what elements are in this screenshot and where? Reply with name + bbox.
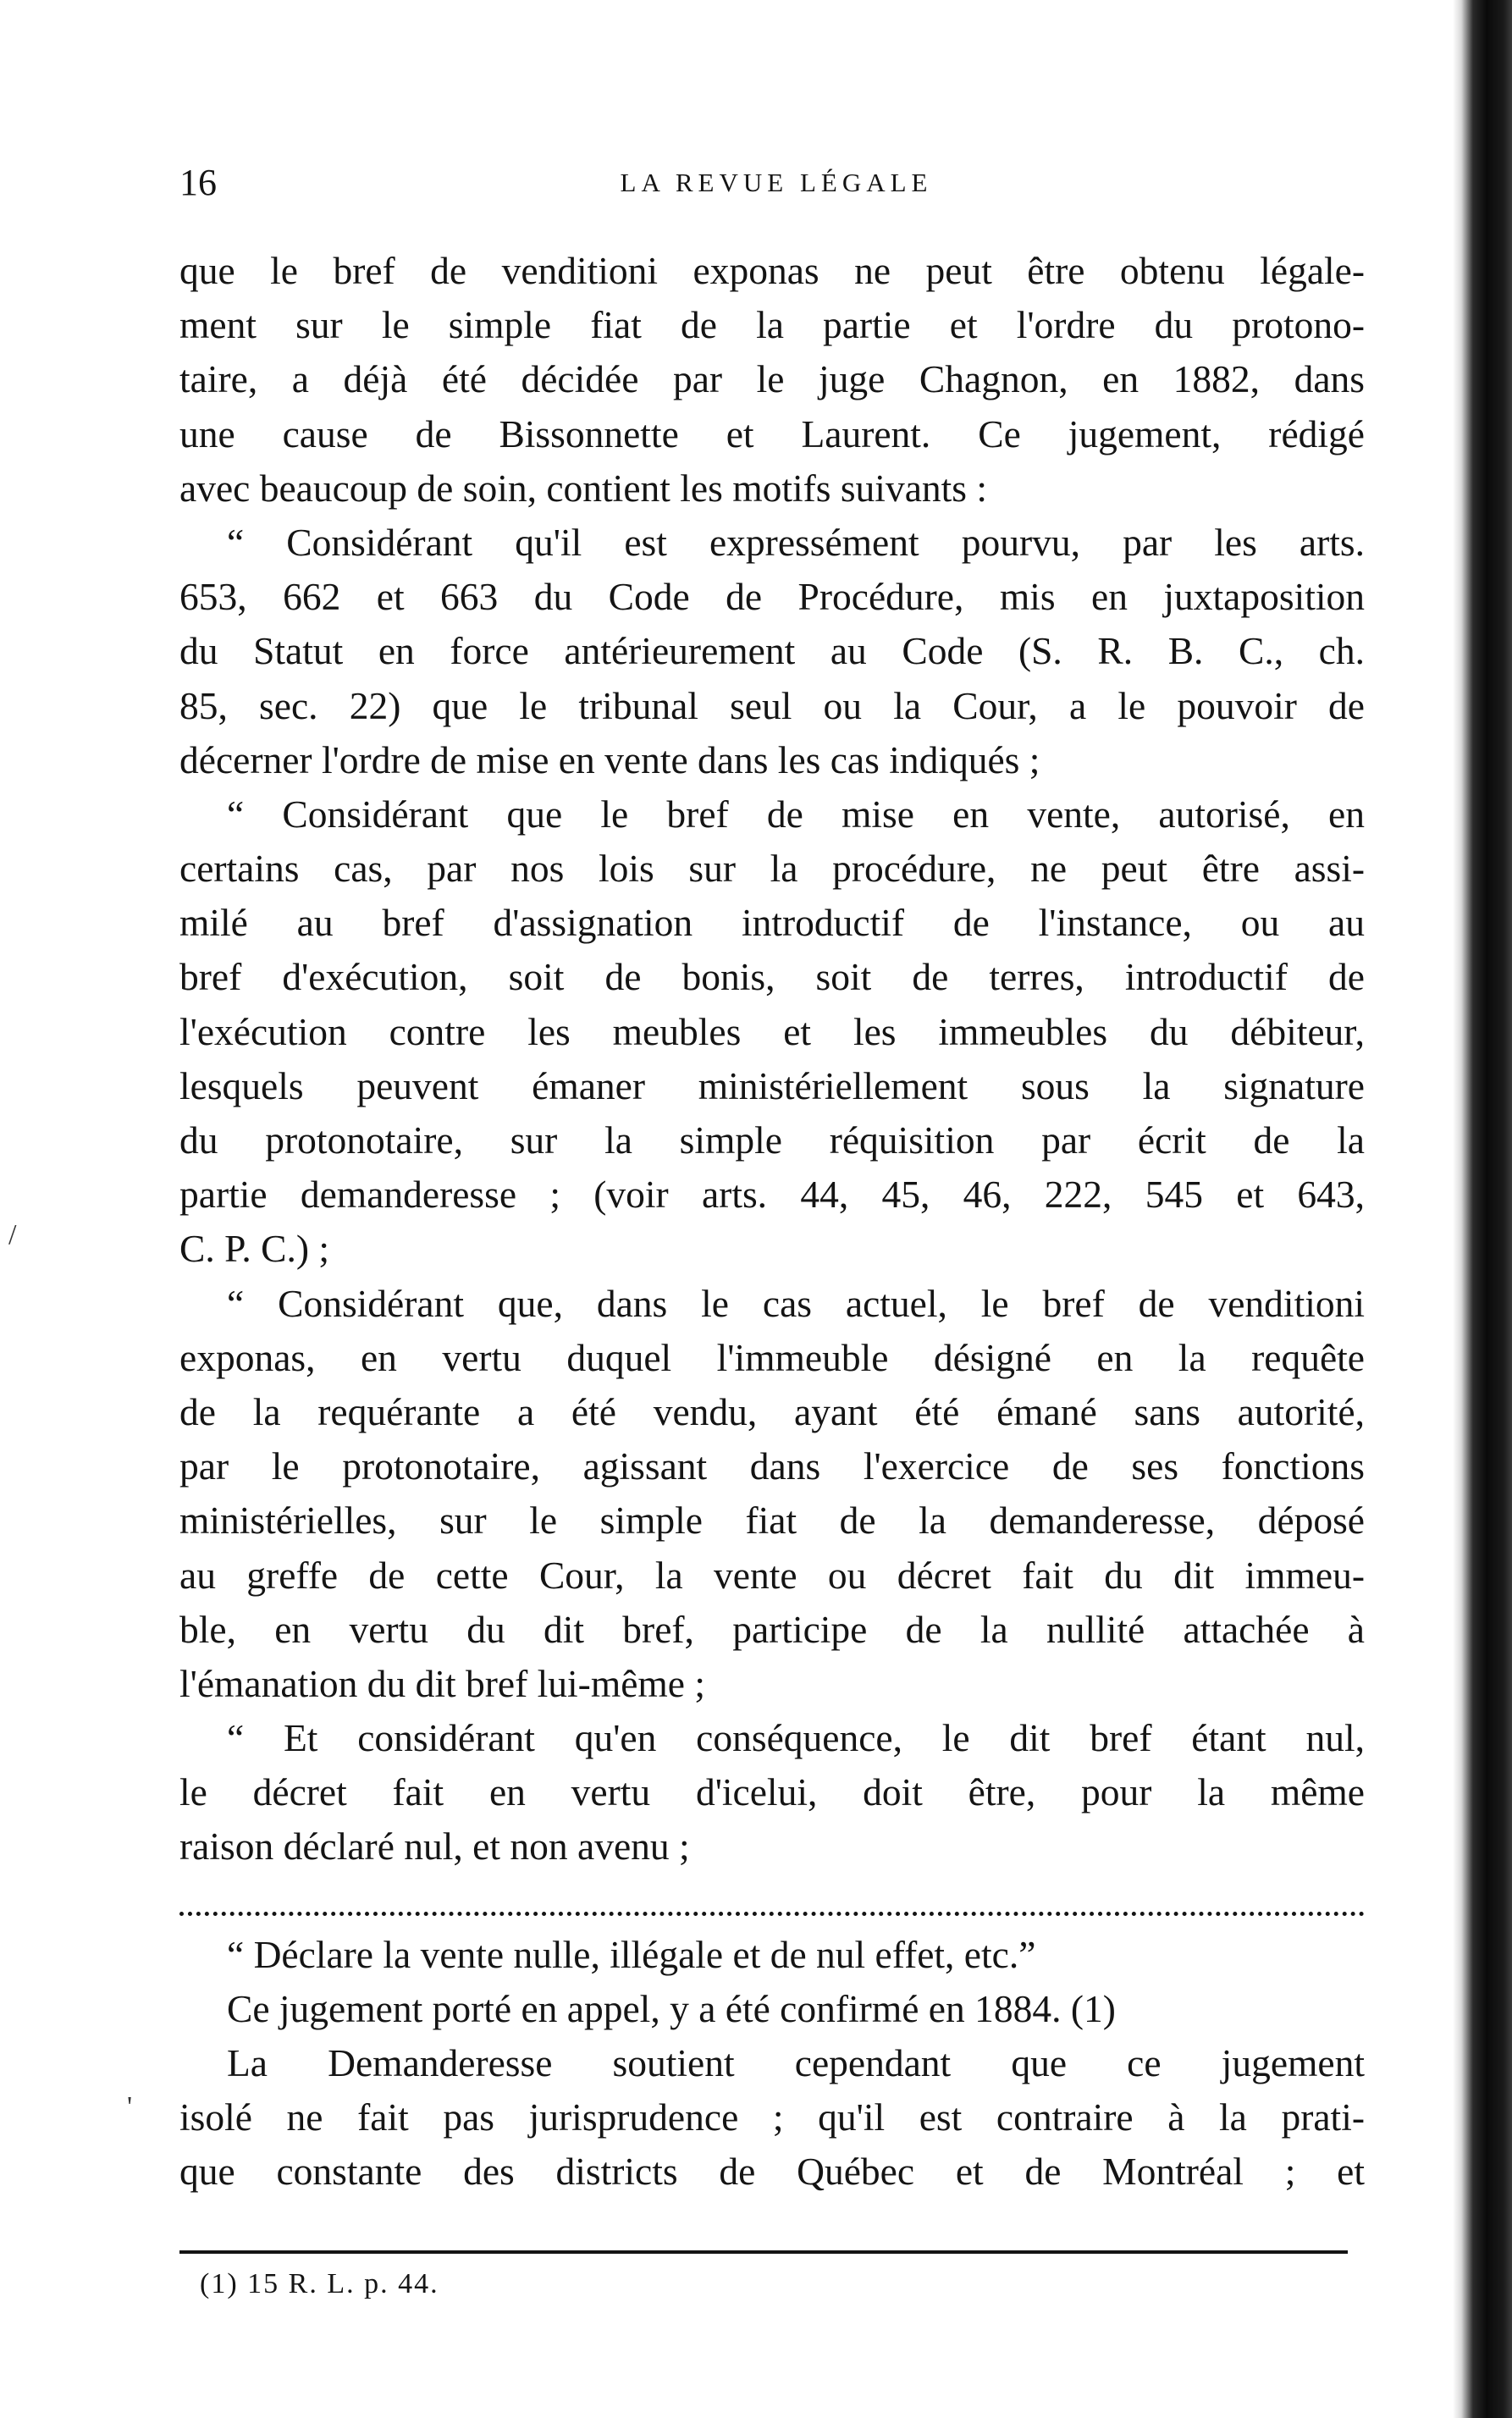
text-line: le décret fait en vertu d'icelui, doit être, pour la même (179, 1770, 1365, 1814)
text-line: par le protonotaire, agissant dans l'exercice de ses fonctions (179, 1444, 1365, 1488)
text-line: 85, sec. 22) que le tribunal seul ou la Cour, a le pouvoir de (179, 683, 1365, 727)
footnote: (1) 15 R. L. p. 44. (200, 2268, 439, 2299)
page-number: 16 (179, 162, 217, 203)
margin-tick: / (8, 1219, 17, 1250)
text-line: taire, a déjà été décidée par le juge Chagnon, en 1882, dans (179, 357, 1365, 401)
text-line: C. P. C.) ; (179, 1227, 330, 1271)
text-line: La Demanderesse soutient cependant que ce jugement (227, 2041, 1365, 2084)
text-line: “ Et considérant qu'en conséquence, le dit bref étant nul, (227, 1716, 1365, 1760)
text-line: l'exécution contre les meubles et les immeubles du débiteur, (179, 1009, 1365, 1053)
text-line: “ Considérant qu'il est expressément pourvu, par les arts. (227, 520, 1365, 564)
body-text (179, 244, 1365, 2200)
text-line: partie demanderesse ; (voir arts. 44, 45, 46, 222, 545 et 643, (179, 1173, 1365, 1217)
page-header (179, 157, 1339, 208)
text-line: l'émanation du dit bref lui-même ; (179, 1661, 706, 1705)
text-line: Ce jugement porté en appel, y a été confirmé en 1884. (1) (227, 1986, 1116, 2030)
text-line: exponas, en vertu duquel l'immeuble désigné en la requête (179, 1335, 1365, 1379)
text-line: que constante des districts de Québec et de Montréal ; et (179, 2150, 1365, 2194)
text-line: certains cas, par nos lois sur la procédure, ne peut être assi- (179, 847, 1365, 891)
text-line: de la requérante a été vendu, ayant été émané sans autorité, (179, 1389, 1365, 1433)
text-line: 653, 662 et 663 du Code de Procédure, mis en juxtaposition (179, 575, 1365, 619)
text-line: “ Considérant que le bref de mise en vente, autorisé, en (227, 792, 1365, 836)
text-line: isolé ne fait pas jurisprudence ; qu'il est contraire à la prati- (179, 2095, 1365, 2139)
text-line: avec beaucoup de soin, contient les motifs suivants : (179, 466, 988, 510)
text-line: du protonotaire, sur la simple réquisition par écrit de la (179, 1118, 1365, 1162)
text-line: ble, en vertu du dit bref, participe de la nullité attachée à (179, 1607, 1365, 1651)
text-line: “ Déclare la vente nulle, illégale et de nul effet, etc.” (227, 1932, 1036, 1976)
text-line: que le bref de venditioni exponas ne peut être obtenu légale- (179, 249, 1365, 292)
footnote-rule (179, 2250, 1348, 2254)
margin-tick: ' (127, 2091, 133, 2123)
text-line: milé au bref d'assignation introductif de l'instance, ou au (179, 901, 1365, 945)
text-line: ministérielles, sur le simple fiat de la demanderesse, déposé (179, 1499, 1365, 1543)
text-line: “ Considérant que, dans le cas actuel, le bref de venditioni (227, 1281, 1365, 1325)
book-spine-shadow (1453, 0, 1512, 2418)
running-head: LA REVUE LÉGALE (620, 168, 933, 197)
text-line: ment sur le simple fiat de la partie et l'ordre du protono- (179, 303, 1365, 347)
dot-leader (179, 1878, 1365, 1916)
text-line: du Statut en force antérieurement au Code (S. R. B. C., ch. (179, 629, 1365, 673)
text-line: une cause de Bissonnette et Laurent. Ce jugement, rédigé (179, 411, 1365, 455)
text-line: décerner l'ordre de mise en vente dans les cas indiqués ; (179, 737, 1040, 781)
text-line: bref d'exécution, soit de bonis, soit de terres, introductif de (179, 955, 1365, 999)
text-line: lesquels peuvent émaner ministériellement sous la signature (179, 1063, 1365, 1107)
text-line: raison déclaré nul, et non avenu ; (179, 1825, 690, 1869)
text-line: au greffe de cette Cour, la vente ou décret fait du dit immeu- (179, 1553, 1365, 1597)
